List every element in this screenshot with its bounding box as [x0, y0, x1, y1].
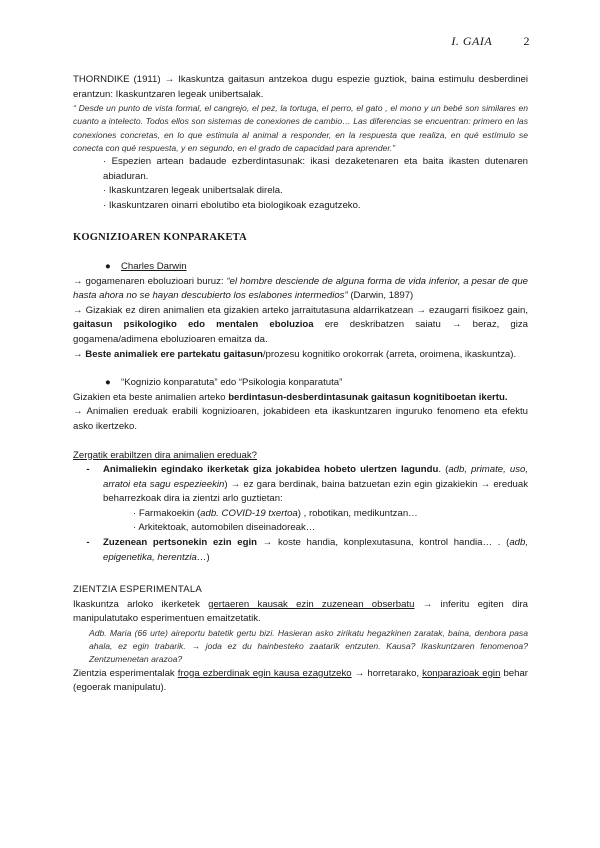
darwin-text: → gogamenaren eboluzioari buruz: — [73, 275, 227, 287]
causes-text-end: → inferitu egiten dira manipulatutako esperimentuen emaitzetatik. — [73, 598, 528, 625]
dash-marker: - — [86, 537, 90, 549]
causes-paragraph — [73, 598, 528, 627]
direct-bold: Zuzenean pertsonekin ezin egin — [103, 537, 258, 549]
experimental-paragraph — [73, 667, 528, 696]
bullet-dot-icon: ● — [105, 260, 111, 272]
research-species: adb, primate, uso, arratoi eta sagu espezieekin — [103, 464, 528, 490]
direct-close: ) — [206, 551, 210, 563]
intro-item: · Espezien artean badaude ezberdintasunak: ikasi dezaketenaren eta baita ikasten dutenaren abiaduran. — [103, 156, 528, 182]
intro-item: · Ikaskuntzaren legeak unibertsalak direla. — [103, 185, 283, 197]
direct-example: adb, epigenetika, herentzia… — [103, 537, 528, 563]
pharma-text-end: ) , robotikan, medikuntzan… — [297, 507, 418, 519]
sub-item-architects: · Arkitektoak, automobilen diseinadoreak… — [133, 522, 316, 534]
page-number: 2 — [523, 34, 530, 48]
comparisons-underlined: konparazioak egin — [422, 667, 501, 679]
dash-item-text — [103, 536, 528, 565]
darwin-label: Charles Darwin — [121, 260, 187, 272]
experimental-text-end: behar (egoerak manipulatu). — [73, 667, 529, 694]
causes-underlined: gertaeren kausak ezin zuzenean obserbatu — [208, 598, 415, 610]
sub-item-pharma — [73, 507, 528, 522]
continuity-bold: gaitasun psikologiko edo mentalen eboluzioa — [73, 319, 314, 331]
comparative-bullet — [73, 376, 528, 391]
shared-abilities-bold: Beste animaliek ere partekatu gaitasun — [85, 348, 263, 360]
chapter-title: I. GAIA — [451, 34, 492, 48]
causes-text: Ikaskuntza arloko ikerketek — [73, 598, 209, 610]
section-title-zientzia: ZIENTZIA ESPERIMENTALA — [73, 584, 202, 596]
continuity-text: → Gizakiak ez diren animalien eta gizakien arteko jarraitutasuna aldarrikatzean → ezaugarri fisikoez gain, — [73, 304, 528, 316]
dash-item-direct — [73, 536, 528, 565]
page-header — [451, 34, 530, 49]
dash-item-research — [73, 463, 528, 507]
comparison-bold: berdintasun-desberdintasunak gaitasun kognitiboetan ikertu. — [228, 391, 508, 403]
page-content — [73, 73, 528, 696]
experimental-arrow: → horretarako, — [351, 667, 423, 679]
comparative-label: “Kognizio konparatuta” edo “Psikologia konparatuta” — [121, 377, 343, 389]
section-title-kognizioa: KOGNIZIOAREN KONPARAKETA — [73, 232, 247, 244]
darwin-citation: (Darwin, 1897) — [347, 290, 414, 302]
thorndike-paragraph: THORNDIKE (1911) → Ikaskuntza gaitasun antzekoa dugu espezie guztiok, baina estimulu desberdinei erantzun: Ikaskuntzaren legeak unibertsalak. — [73, 74, 528, 100]
bullet-dot-icon: ● — [105, 377, 111, 389]
continuity-paragraph — [73, 304, 528, 348]
experimental-text: Zientzia esperimentalak — [73, 667, 178, 679]
pharma-text: · Farmakoekin ( — [133, 507, 201, 519]
maria-example: Adb. Maria (66 urte) aireportu batetik gertu bizi. Hasieran asko zirikatu hegazkinen zaratak, baina, denbora pasa ahala, ez egin trabarik. → joda ez du hainbesteko zaatarik entzuten. Kausa? Ikaskuntzaren fenomenoa? Zentzumenetan arazoa? — [89, 628, 528, 665]
experimental-underlined: froga ezberdinak egin kausa ezagutzeko — [177, 667, 352, 679]
darwin-quote: “el hombre desciende de alguna forma de vida inferior, a pesar de que hasta ahora no se hayan descubierto los eslabones intermedios” — [73, 275, 528, 302]
research-bold: Animaliekin egindako ikerketak giza jokabidea hobeto ulertzen lagundu — [103, 464, 439, 476]
research-text: ) → ez gara berdinak, baina batzuetan ezin egin gizakiekin → ereduak beharrezkoak dira ia zientzi arlo guztietan: — [103, 478, 528, 505]
continuity-text-end: ere deskribatzen saiatu → beraz, giza gogamena/adimena eboluzioaren emaitza da. — [73, 319, 528, 345]
intro-item: · Ikaskuntzaren oinarri ebolutibo eta biologikoak ezagutzeko. — [103, 199, 361, 211]
darwin-bullet — [73, 260, 528, 275]
research-punct: . ( — [438, 464, 449, 476]
darwin-paragraph — [73, 275, 528, 304]
comparison-paragraph — [73, 391, 528, 406]
why-animal-models-title: Zergatik erabiltzen dira animalien ereduak? — [73, 449, 257, 461]
thorndike-quote: “ Desde un punto de vista formal, el cangrejo, el pez, la tortuga, el perro, el gato , el mono y un bebé son similares en cuanto a intelecto. Todos ellos son sistemas de conexiones de cambio… Las diferencias se encuentran: primero en las conexiones concretas, en lo que estimula al animal a responder, en la respuesta que realiza, en qué estímulo se conecta con qué respuesta, y en segundo, en el grado de capacidad para aprender.” — [73, 103, 528, 153]
comparison-text: Gizakien eta beste animalien arteko — [73, 391, 229, 403]
arrow-text: → — [73, 348, 86, 360]
direct-text: → koste handia, konplexutasuna, kontrol handia… . ( — [257, 537, 510, 549]
animal-models-paragraph: → Animalien ereduak erabili kognizioaren, jokabideen eta ikaskuntzaren inguruko fenomeno eta efektu asko ikertzeko. — [73, 406, 528, 432]
shared-abilities-paragraph — [73, 348, 528, 363]
dash-item-text — [103, 463, 528, 507]
pharma-example: adb. COVID-19 txertoa — [200, 507, 298, 519]
dash-marker: - — [86, 464, 90, 476]
shared-abilities-text: /prozesu kognitiko orokorrak (arreta, oroimena, ikaskuntza). — [262, 348, 517, 360]
